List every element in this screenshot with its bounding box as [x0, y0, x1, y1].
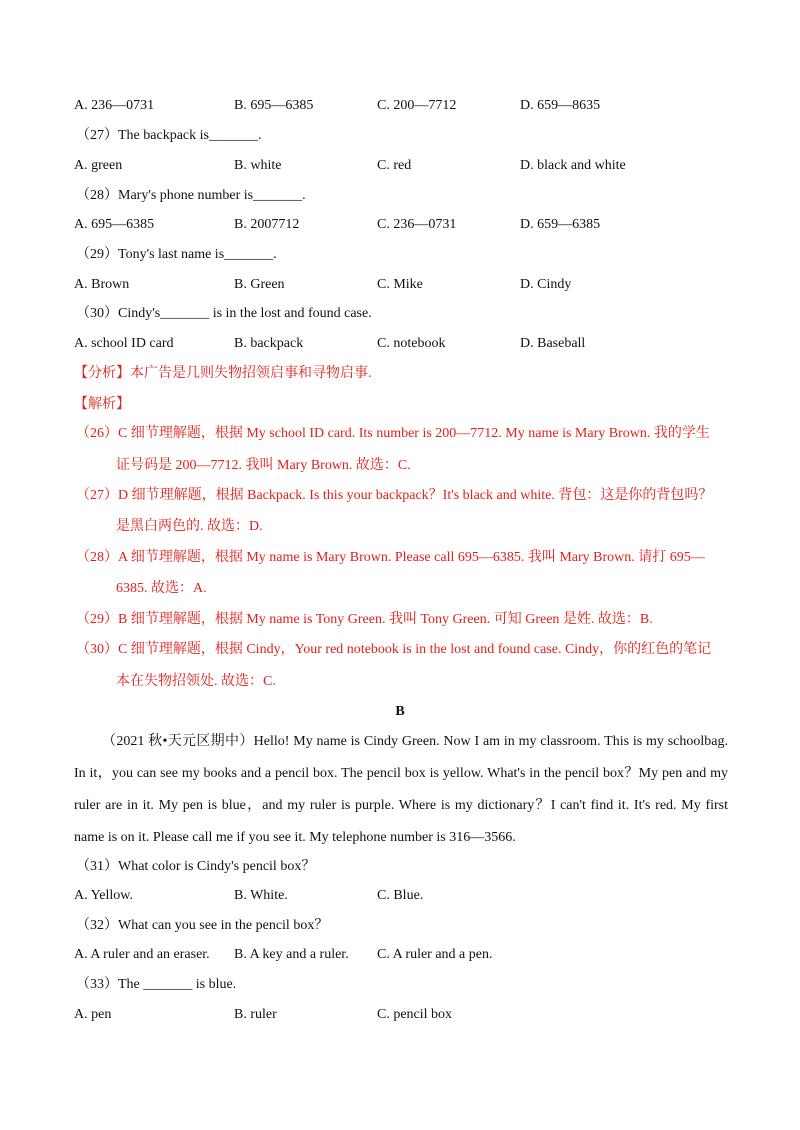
q27-option-a: A. green	[74, 158, 123, 173]
analysis-summary: 【分析】本广告是几则失物招领启事和寻物启事.	[74, 366, 372, 381]
q30-option-d: D. Baseball	[520, 336, 586, 351]
answer-26-line2: 证号码是 200—7712. 我叫 Mary Brown. 故选：C.	[116, 458, 411, 473]
answer-26-line1: （26）C 细节理解题，根据 My school ID card. Its number is 200—7712. My name is Mary Brown. 我的学生	[76, 426, 710, 441]
q29-option-b: B. Green	[234, 277, 285, 292]
q27-option-b: B. white	[234, 158, 282, 173]
q31-option-a: A. Yellow.	[74, 888, 133, 903]
q27-option-c: C. red	[377, 158, 412, 173]
q33-option-b: B. ruler	[234, 1007, 277, 1022]
q33-option-c: C. pencil box	[377, 1007, 453, 1022]
q26-option-d: D. 659—8635	[520, 98, 601, 113]
q26-option-a: A. 236—0731	[74, 98, 155, 113]
answer-30-line1: （30）C 细节理解题，根据 Cindy，Your red notebook is in the lost and found case. Cindy，你的红色的笔记	[76, 642, 712, 657]
q33-option-a: A. pen	[74, 1007, 112, 1022]
q26-option-c: C. 200—7712	[377, 98, 457, 113]
answer-30-line2: 本在失物招领处. 故选：C.	[116, 674, 276, 689]
section-b-passage: （2021 秋•天元区期中）Hello! My name is Cindy Green. Now I am in my classroom. This is my schoolbag. In it，you can see my books and a pencil box. The pencil box is yellow. What's in the pencil box？My pen and my ruler are in it. My pen is blue，and my ruler is purple. Where is my dictionary？I can't find it. It's red. My first name is on it. Please call me if you see it. My telephone number is 316—3566.	[74, 734, 728, 845]
q29-stem: （29）Tony's last name is_______.	[76, 247, 277, 262]
q30-stem: （30）Cindy's_______ is in the lost and found case.	[76, 306, 372, 321]
q30-option-b: B. backpack	[234, 336, 304, 351]
q27-stem: （27）The backpack is_______.	[76, 128, 262, 143]
q32-option-c: C. A ruler and a pen.	[377, 947, 493, 962]
answer-28-line1: （28）A 细节理解题，根据 My name is Mary Brown. Please call 695—6385. 我叫 Mary Brown. 请打 695—	[76, 550, 705, 565]
answer-27-line1: （27）D 细节理解题，根据 Backpack. Is this your backpack？It's black and white. 背包：这是你的背包吗？	[76, 488, 713, 503]
q28-option-a: A. 695—6385	[74, 217, 155, 232]
q32-stem: （32）What can you see in the pencil box？	[76, 918, 329, 933]
q28-option-b: B. 2007712	[234, 217, 300, 232]
q27-option-d: D. black and white	[520, 158, 626, 173]
analysis-heading: 【解析】	[74, 397, 130, 412]
q28-option-d: D. 659—6385	[520, 217, 601, 232]
q30-option-a: A. school ID card	[74, 336, 174, 351]
answer-27-line2: 是黑白两色的. 故选：D.	[116, 519, 263, 534]
q26-option-b: B. 695—6385	[234, 98, 314, 113]
q30-option-c: C. notebook	[377, 336, 446, 351]
answer-28-line2: 6385. 故选：A.	[116, 581, 207, 596]
q31-option-c: C. Blue.	[377, 888, 424, 903]
q33-stem: （33）The _______ is blue.	[76, 977, 237, 992]
q28-option-c: C. 236—0731	[377, 217, 457, 232]
q32-option-b: B. A key and a ruler.	[234, 947, 349, 962]
q29-option-a: A. Brown	[74, 277, 130, 292]
answer-29-line1: （29）B 细节理解题，根据 My name is Tony Green. 我叫 Tony Green. 可知 Green 是姓. 故选：B.	[76, 612, 653, 627]
q28-stem: （28）Mary's phone number is_______.	[76, 188, 306, 203]
q31-option-b: B. White.	[234, 888, 288, 903]
q31-stem: （31）What color is Cindy's pencil box？	[76, 859, 316, 874]
q32-option-a: A. A ruler and an eraser.	[74, 947, 210, 962]
q29-option-c: C. Mike	[377, 277, 423, 292]
section-b-heading: B	[395, 704, 405, 719]
q29-option-d: D. Cindy	[520, 277, 572, 292]
